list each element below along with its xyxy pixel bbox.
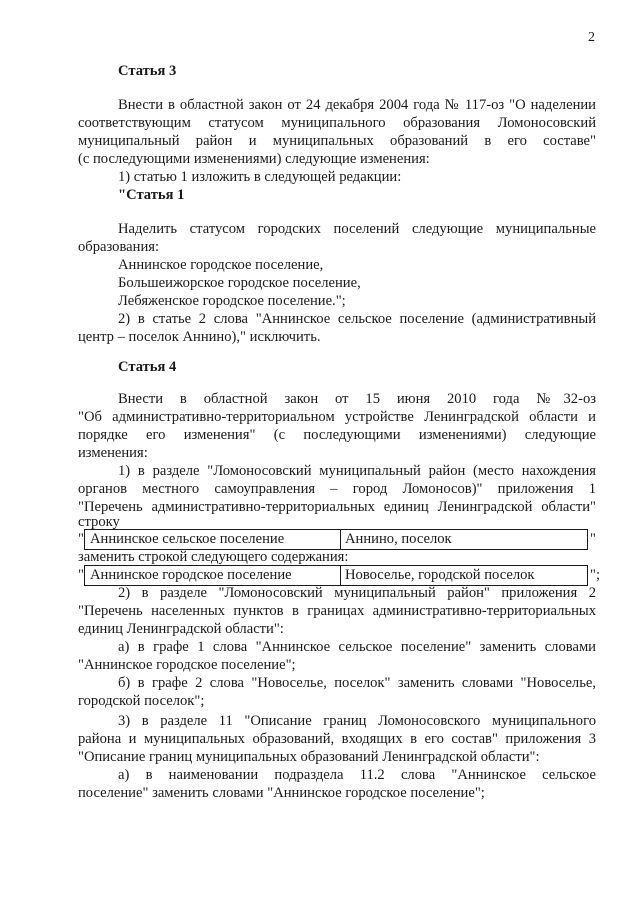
paragraph-line: а) в графе 1 слова "Аннинское сельское поселение" заменить словами — [118, 639, 596, 655]
table-row-old — [84, 529, 588, 550]
table-open-quote: " — [78, 531, 84, 547]
paragraph-line: строку — [78, 514, 120, 530]
table-cell-municipality: Аннинское городское поселение — [85, 566, 341, 585]
paragraph-line: муниципальный район и муниципальных образований в его составе" — [78, 133, 596, 149]
paragraph-line: 1) статью 1 изложить в следующей редакции: — [118, 169, 402, 185]
paragraph-line: городской поселок"; — [78, 693, 205, 709]
list-item: Лебяженское городское поселение."; — [118, 293, 346, 309]
paragraph-line: Внести в областной закон от 24 декабря 2004 года № 117-оз "О наделении — [118, 97, 596, 113]
paragraph-line: 1) в разделе "Ломоносовский муниципальный район (место нахождения — [118, 463, 596, 479]
paragraph-line: центр – поселок Аннино)," исключить. — [78, 329, 321, 345]
paragraph-line: поселение" заменить словами "Аннинское городское поселение"; — [78, 785, 485, 801]
paragraph-line: заменить строкой следующего содержания: — [78, 549, 349, 565]
table-cell-center: Новоселье, городской поселок — [345, 567, 535, 583]
paragraph-line: изменения: — [78, 445, 148, 461]
paragraph-line: Внести в областной закон от 15 июня 2010 года №32-оз — [118, 391, 596, 407]
paragraph-line: а) в наименовании подраздела 11.2 слова "Аннинское сельское — [118, 767, 596, 783]
paragraph-line: "Перечень населенных пунктов в границах административно-территориальных — [78, 603, 596, 619]
table-open-quote: " — [78, 567, 84, 583]
paragraph-line: 3) в разделе 11 "Описание границ Ломоносовского муниципального — [118, 713, 596, 729]
paragraph-line: "Об административно-территориальном устройстве Ленинградской области и — [78, 409, 596, 425]
list-item: Аннинское городское поселение, — [118, 257, 324, 273]
paragraph-line: "Описание границ муниципальных образований Ленинградской области": — [78, 749, 540, 765]
table-close-quote: " — [590, 531, 596, 547]
paragraph-line: единиц Ленинградской области": — [78, 621, 284, 637]
table-cell-center: Аннино, поселок — [345, 531, 452, 547]
paragraph-line: б) в графе 2 слова "Новоселье, поселок" заменить словами "Новоселье, — [118, 675, 596, 691]
paragraph-line: 2) в разделе "Ломоносовский муниципальный район" приложения 2 — [118, 585, 596, 601]
page-number: 2 — [588, 30, 595, 45]
paragraph-line: органов местного самоуправления – город Ломоносов)" приложения 1 — [78, 481, 596, 497]
table-row-new — [84, 565, 588, 586]
paragraph-line: "Аннинское городское поселение"; — [78, 657, 296, 673]
paragraph-line: образования: — [78, 239, 160, 255]
table-cell-municipality: Аннинское сельское поселение — [85, 530, 341, 549]
article-3-heading: Статья 3 — [118, 63, 177, 79]
table-close-quote: "; — [590, 567, 601, 583]
quoted-article-heading: "Статья 1 — [118, 187, 185, 203]
paragraph-line: района и муниципальных образований, входящих в его состав" приложения 3 — [78, 731, 596, 747]
paragraph-line: соответствующим статусом муниципального образования Ломоносовский — [78, 115, 596, 131]
paragraph-line: порядке его изменения" (с последующими изменениями) следующие — [78, 427, 596, 443]
paragraph-line: "Перечень административно-территориальных единиц Ленинградской области" — [78, 499, 596, 515]
list-item: Большеижорское городское поселение, — [118, 275, 361, 291]
paragraph-line: 2) в статье 2 слова "Аннинское сельское поселение (административный — [118, 311, 596, 327]
paragraph-line: Наделить статусом городских поселений следующие муниципальные — [118, 221, 596, 237]
article-4-heading: Статья 4 — [118, 359, 177, 375]
paragraph-line: (с последующими изменениями) следующие изменения: — [78, 151, 430, 167]
